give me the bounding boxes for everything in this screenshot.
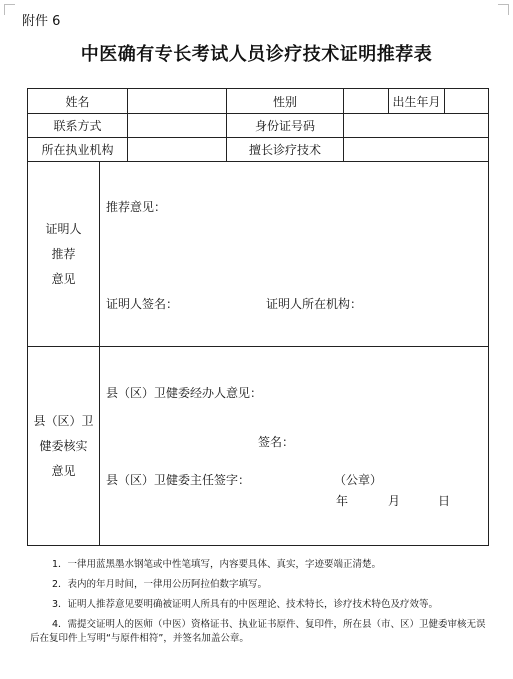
- side-label-line: 意见: [51, 271, 76, 286]
- side-label-line: 县（区）卫: [33, 413, 94, 428]
- official-seal-label: （公章）: [334, 473, 383, 487]
- id-number-input-cell[interactable]: [344, 114, 489, 138]
- birth-input-cell[interactable]: [445, 89, 489, 114]
- opinion-label: 推荐意见：: [106, 200, 167, 214]
- birth-label: 出生年月: [389, 89, 445, 114]
- side-label-line: 健委核实: [39, 438, 88, 453]
- name-label: 姓名: [28, 89, 128, 114]
- institution-label: 所在执业机构: [28, 138, 128, 162]
- handler-opinion-label: 县（区）卫健委经办人意见：: [106, 386, 263, 400]
- page-title: 中医确有专长考试人员诊疗技术证明推荐表: [80, 44, 433, 65]
- recommendation-opinion-cell[interactable]: [100, 162, 489, 347]
- side-label-line: 推荐: [51, 246, 76, 261]
- side-label-line: 证明人: [45, 221, 82, 236]
- sign-label: 签名：: [258, 435, 295, 449]
- specialty-input-cell[interactable]: [344, 138, 489, 162]
- note-item: 2．表内的年月时间，一律用公历阿拉伯数字填写。: [52, 579, 268, 590]
- note-item: 1．一律用蓝黑墨水钢笔或中性笔填写，内容要具体、真实，字迹要端正清楚。: [52, 559, 382, 570]
- id-number-label: 身份证号码: [227, 114, 344, 138]
- recommendation-form-table: [27, 88, 489, 546]
- recommendation-side-label: [28, 162, 100, 347]
- contact-input-cell[interactable]: [128, 114, 227, 138]
- page-corner-mark-right: [498, 4, 509, 15]
- side-label-line: 意见: [51, 463, 76, 478]
- county-side-label: [28, 347, 100, 546]
- contact-label: 联系方式: [28, 114, 128, 138]
- attachment-label: 附件 6: [22, 14, 61, 29]
- page-corner-mark-left: [4, 4, 15, 15]
- notes-section: [30, 558, 488, 652]
- signature-label: 证明人签名：: [106, 297, 179, 311]
- specialty-label: 擅长诊疗技术: [227, 138, 344, 162]
- gender-input-cell[interactable]: [344, 89, 389, 114]
- month-label: 月: [388, 494, 401, 508]
- name-input-cell[interactable]: [128, 89, 227, 114]
- institution-input-cell[interactable]: [128, 138, 227, 162]
- note-item: 4．需提交证明人的医师（中医）资格证书、执业证书原件、复印件，所在县（市、区）卫健委审核无误后在复印件上写明“与原件相符”，并签名加盖公章。: [30, 619, 486, 644]
- year-label: 年: [336, 494, 349, 508]
- org-label: 证明人所在机构：: [266, 297, 363, 311]
- county-review-cell[interactable]: [100, 347, 489, 546]
- gender-label: 性别: [227, 89, 344, 114]
- note-item: 3．证明人推荐意见要明确被证明人所具有的中医理论、技术特长，诊疗技术特色及疗效等。: [52, 599, 439, 610]
- day-label: 日: [438, 494, 451, 508]
- director-sign-label: 县（区）卫健委主任签字：: [106, 473, 251, 487]
